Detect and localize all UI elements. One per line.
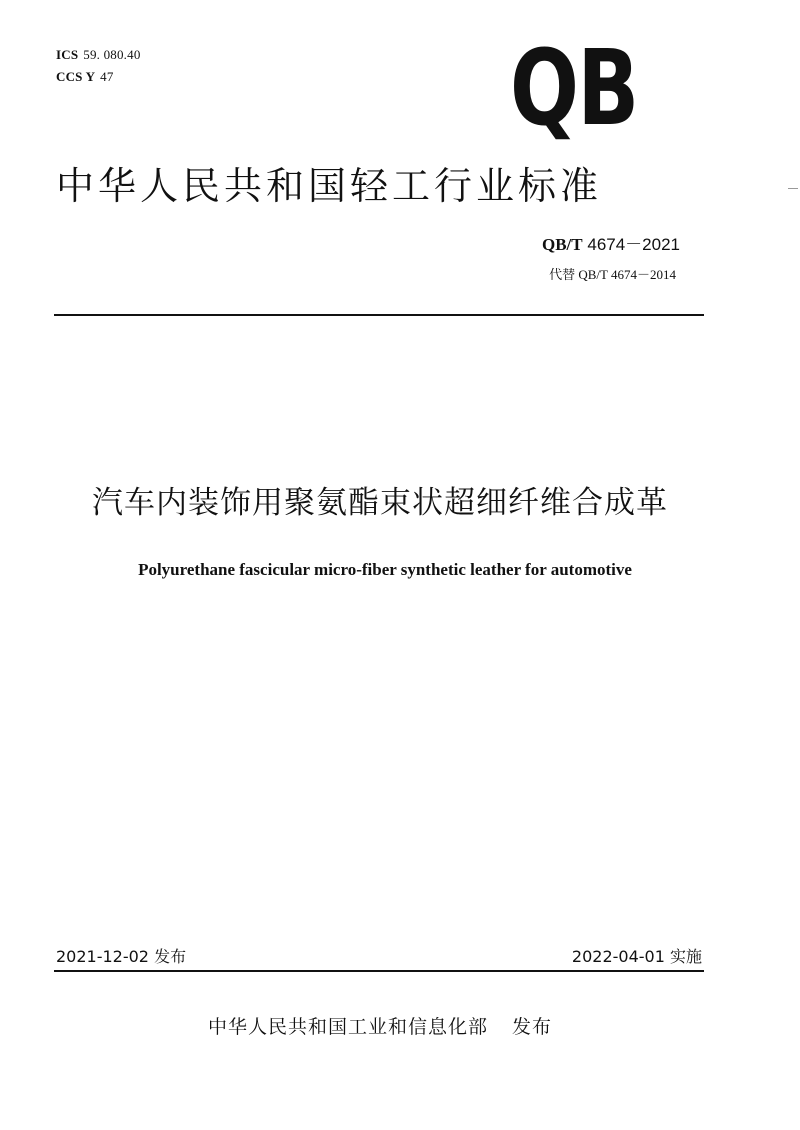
document-title-english: Polyurethane fascicular micro-fiber synthetic leather for automotive: [138, 560, 632, 579]
ccs-value: 47: [100, 69, 114, 84]
ics-label: ICS: [56, 47, 79, 62]
document-title-chinese: 汽车内装饰用聚氨酯束状超细纤维合成革: [92, 485, 668, 521]
standard-number: [542, 230, 680, 255]
publisher-action: 发布: [512, 1016, 553, 1038]
bottom-divider: [54, 970, 704, 972]
top-divider: [54, 314, 704, 316]
qb-logo: QB: [510, 27, 638, 149]
issue-date: 2021-12-02 发布: [56, 947, 187, 966]
ccs-label: CCS Y: [56, 69, 96, 84]
standard-number-value: 4674－2021: [587, 235, 680, 254]
publisher-name: 中华人民共和国工业和信息化部: [207, 1016, 488, 1038]
org-standard-title: 中华人民共和国轻工行业标准: [56, 164, 603, 208]
ccs-code: [56, 69, 114, 85]
implementation-date: 2022-04-01 实施: [571, 947, 702, 966]
publisher: [0, 1012, 760, 1039]
ics-code: [56, 47, 141, 63]
ics-value: 59. 080.40: [83, 47, 141, 62]
replaces-standard: 代替 QB/T 4674－2014: [549, 267, 676, 282]
standard-number-prefix: QB/T: [542, 235, 583, 254]
scan-artifact: [788, 188, 798, 189]
